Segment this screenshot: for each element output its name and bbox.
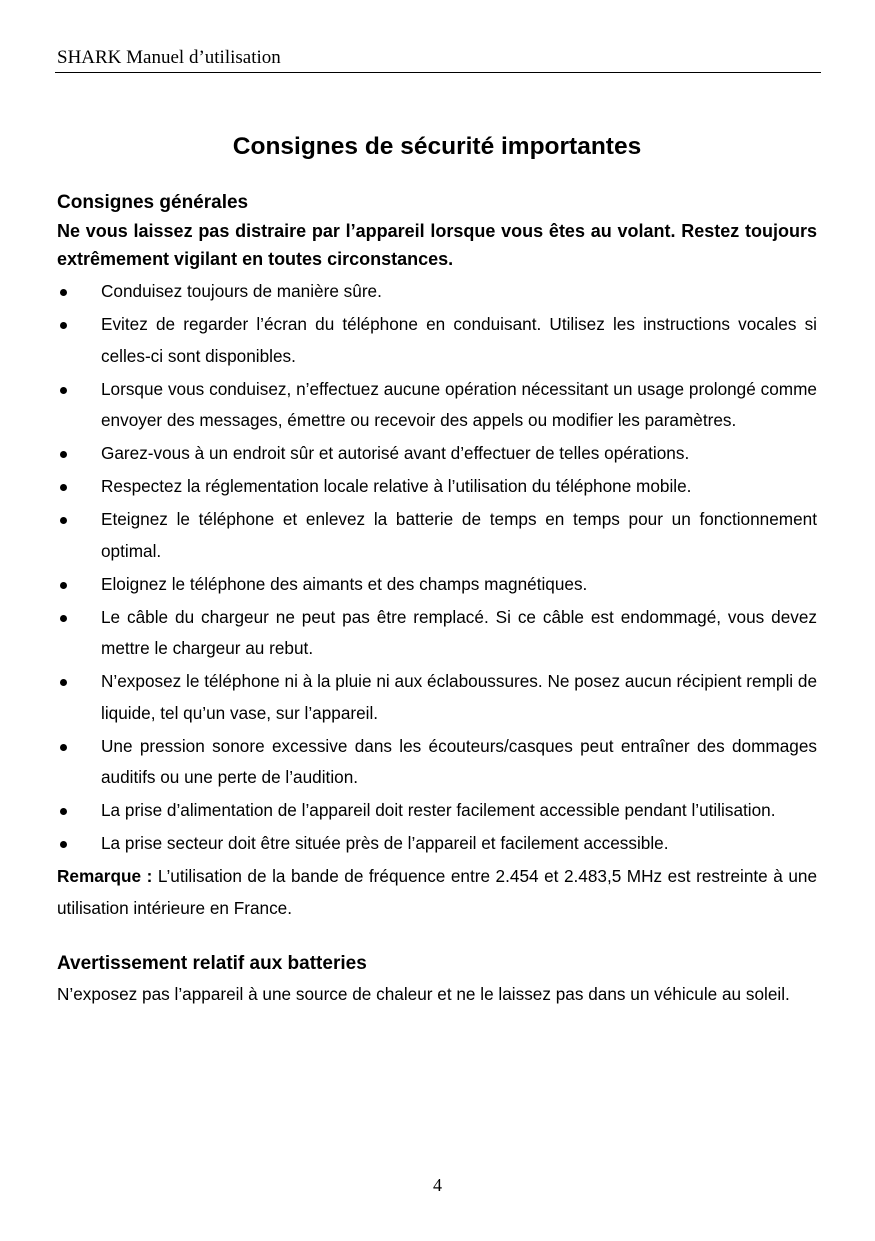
list-item: [57, 471, 817, 503]
bullet-icon: [60, 322, 67, 329]
list-item-text: Evitez de regarder l’écran du téléphone en conduisant. Utilisez les instructions vocales si celles-ci sont disponibles.: [101, 314, 817, 366]
bullet-icon: [60, 679, 67, 686]
list-item: [57, 828, 817, 860]
remark-label: Remarque :: [57, 866, 153, 886]
frequency-remark: [57, 861, 817, 924]
section-heading-general: Consignes générales: [57, 192, 249, 213]
list-item: [57, 602, 817, 665]
battery-warning-text: N’exposez pas l’appareil à une source de chaleur et ne le laissez pas dans un véhicule au soleil.: [57, 984, 790, 1004]
list-item-text: Garez-vous à un endroit sûr et autorisé avant d’effectuer de telles opérations.: [101, 443, 690, 463]
bullet-icon: [60, 582, 67, 589]
list-item: [57, 309, 817, 372]
bullet-icon: [60, 484, 67, 491]
list-item: [57, 374, 817, 437]
bullet-icon: [60, 387, 67, 394]
page-title: Consignes de sécurité importantes: [232, 133, 642, 160]
list-item: [57, 438, 817, 470]
list-item: [57, 666, 817, 729]
list-item-text: Conduisez toujours de manière sûre.: [101, 281, 382, 301]
list-item-text: Respectez la réglementation locale relative à l’utilisation du téléphone mobile.: [101, 476, 692, 496]
list-item-text: Lorsque vous conduisez, n’effectuez aucune opération nécessitant un usage prolongé comme envoyer des messages, émettre ou recevoir des appels ou modifier les paramètres.: [101, 378, 817, 430]
list-item: [57, 731, 817, 794]
list-item: [57, 569, 817, 601]
list-item-text: Eteignez le téléphone et enlevez la batterie de temps en temps pour un fonctionnement optimal.: [101, 509, 817, 561]
list-item: [57, 504, 817, 567]
bullet-icon: [60, 289, 67, 296]
remark-text: L’utilisation de la bande de fréquence entre 2.454 et 2.483,5 MHz est restreinte à une utilisation intérieure en France.: [57, 866, 818, 918]
page-number: 4: [433, 1175, 442, 1195]
running-header: SHARK Manuel d’utilisation: [57, 47, 281, 68]
header-divider: [55, 72, 821, 73]
bullet-icon: [60, 808, 67, 815]
bullet-icon: [60, 517, 67, 524]
safety-instructions-list: [57, 276, 817, 860]
list-item-text: La prise secteur doit être située près de l’appareil et facilement accessible.: [101, 833, 669, 853]
bullet-icon: [60, 841, 67, 848]
list-item: [57, 276, 817, 308]
list-item-text: Le câble du chargeur ne peut pas être remplacé. Si ce câble est endommagé, vous devez mettre le chargeur au rebut.: [101, 606, 817, 658]
list-item-text: La prise d’alimentation de l’appareil doit rester facilement accessible pendant l’utilisation.: [101, 800, 776, 820]
list-item-text: Eloignez le téléphone des aimants et des champs magnétiques.: [101, 573, 588, 594]
driving-warning: Ne vous laissez pas distraire par l’appareil lorsque vous êtes au volant. Restez toujours extrêmement vigilant en toutes circonstances.: [57, 221, 817, 269]
page-content: [57, 127, 817, 1011]
list-item-text: Une pression sonore excessive dans les écouteurs/casques peut entraîner des dommages auditifs ou une perte de l’audition.: [101, 735, 817, 787]
list-item-text: N’exposez le téléphone ni à la pluie ni aux éclaboussures. Ne posez aucun récipient rempli de liquide, tel qu’un vase, sur l’appareil.: [101, 671, 817, 723]
section-heading-batteries: Avertissement relatif aux batteries: [57, 953, 367, 974]
list-item: [57, 795, 817, 827]
bullet-icon: [60, 615, 67, 622]
bullet-icon: [60, 451, 67, 458]
bullet-icon: [60, 744, 67, 751]
